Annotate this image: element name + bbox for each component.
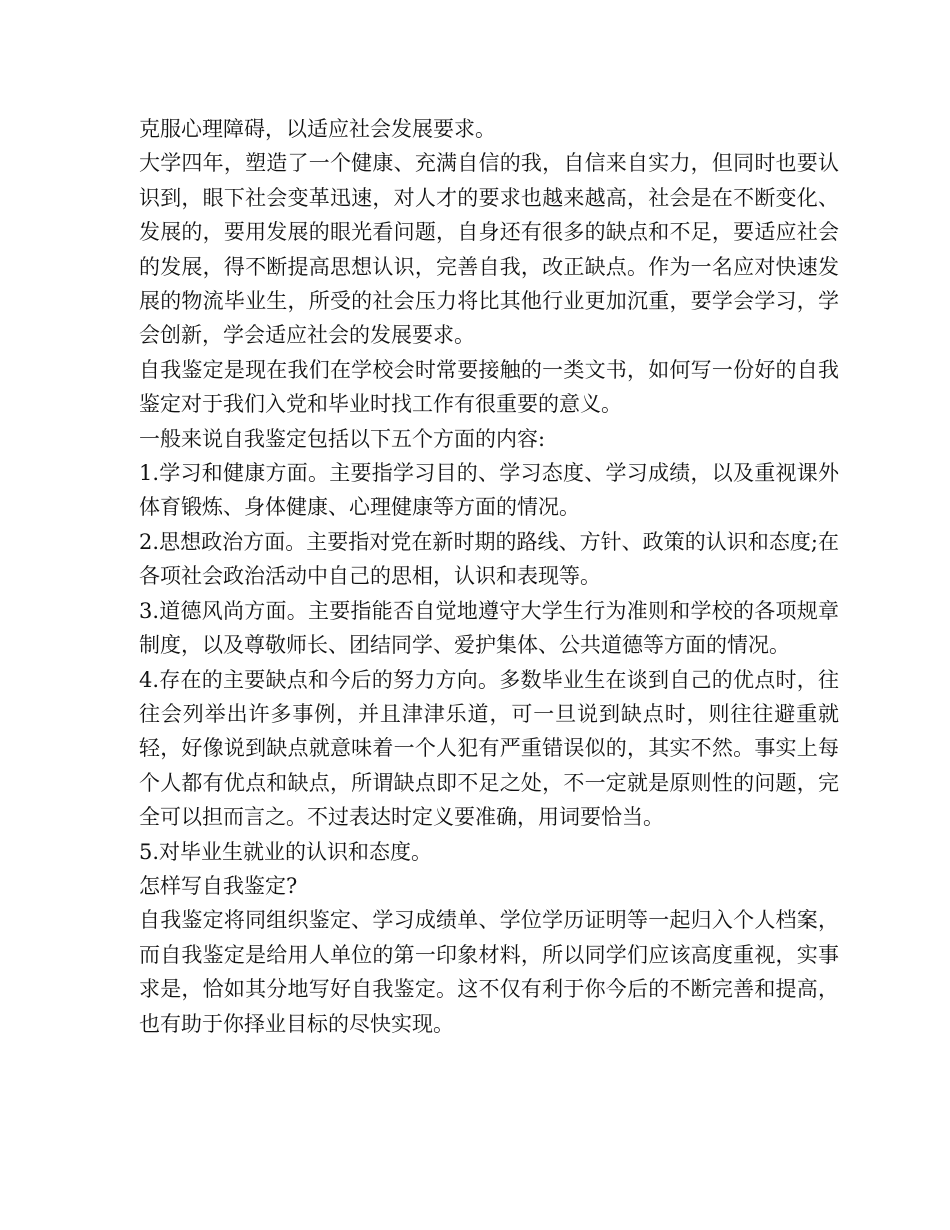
list-item-study-health: 1.学习和健康方面。主要指学习目的、学习态度、学习成绩，以及重视课外体育锻炼、身体健康、心理健康等方面的情况。 — [139, 461, 839, 520]
document-body — [139, 112, 839, 1041]
section-heading-how-to-write: 怎样写自我鉴定? — [139, 873, 298, 898]
paragraph-self-evaluation-meaning: 自我鉴定是现在我们在学校会时常要接触的一类文书，如何写一份好的自我鉴定对于我们入党和毕业时找工作有很重要的意义。 — [139, 357, 839, 417]
list-item-ideology-politics: 2.思想政治方面。主要指对党在新时期的路线、方针、政策的认识和态度;在各项社会政治活动中自己的思相，认识和表现等。 — [139, 529, 839, 589]
list-item-moral-conduct: 3.道德风尚方面。主要指能否自觉地遵守大学生行为准则和学校的各项规章制度，以及尊敬师长、团结同学、爱护集体、公共道德等方面的情况。 — [139, 598, 839, 658]
paragraph-university-years: 大学四年，塑造了一个健康、充满自信的我，自信来自实力，但同时也要认识到，眼下社会变革迅速，对人才的要求也越来越高，社会是在不断变化、发展的，要用发展的眼光看问题，自身还有很多的缺点和不足，要适应社会的发展，得不断提高思想认识，完善自我，改正缺点。作为一名应对快速发展的物流毕业生，所受的社会压力将比其他行业更加沉重，要学会学习，学会创新，学会适应社会的发展要求。 — [139, 151, 839, 348]
list-item-shortcomings: 4.存在的主要缺点和今后的努力方向。多数毕业生在谈到自己的优点时，往往会列举出许多事例，并且津津乐道，可一旦说到缺点时，则往往避重就轻，好像说到缺点就意味着一个人犯有严重错误似的，其实不然。事实上每个人都有优点和缺点，所谓缺点即不足之处，不一定就是原则性的问题，完全可以担而言之。不过表达时定义要准确，用词要恰当。 — [139, 667, 839, 830]
list-item-employment-attitude: 5.对毕业生就业的认识和态度。 — [139, 839, 433, 864]
paragraph-intro-end: 克服心理障碍，以适应社会发展要求。 — [139, 117, 496, 141]
paragraph-how-to-write: 自我鉴定将同组织鉴定、学习成绩单、学位学历证明等一起归入个人档案，而自我鉴定是给用人单位的第一印象材料，所以同学们应该高度重视，实事求是，恰如其分地写好自我鉴定。这不仅有利于你今后的不断完善和提高，也有助于你择业目标的尽快实现。 — [139, 908, 839, 1036]
paragraph-five-aspects-intro: 一般来说自我鉴定包括以下五个方面的内容: — [139, 426, 546, 451]
